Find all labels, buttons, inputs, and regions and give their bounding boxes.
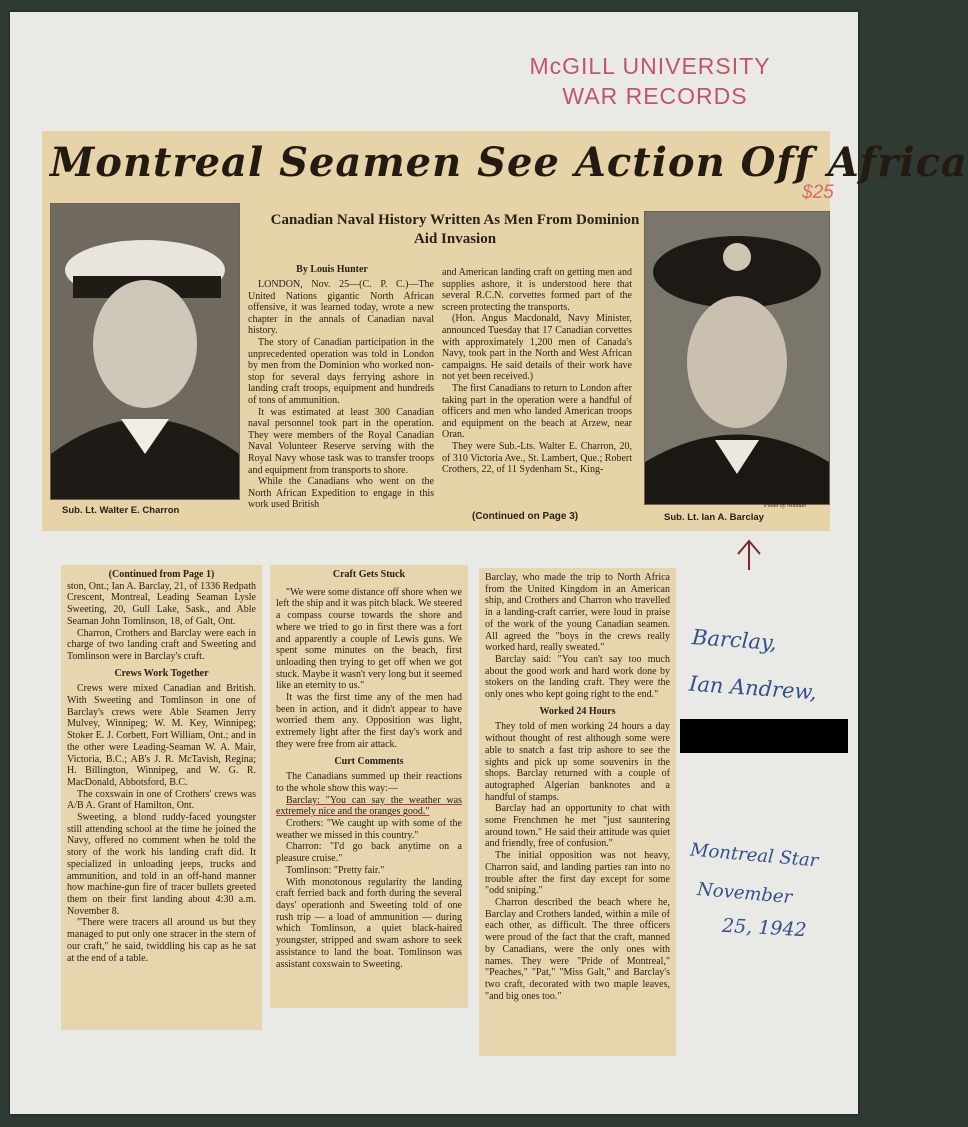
paragraph: LONDON, Nov. 25—(C. P. C.)—The United Nations gigantic North African offensive, it was learned today, wrote a new chapter in the annals of Canadian naval history.	[248, 279, 434, 337]
article-subhead: Canadian Naval History Written As Men From Dominion Aid Invasion	[270, 212, 640, 247]
paragraph: Barclay: "You can say the weather was extremely nice and the oranges good."	[276, 794, 462, 818]
continuation-column-3	[485, 572, 670, 1002]
continuation-column-2	[276, 569, 462, 970]
paragraph: It was the first time any of the men had been in action, and it didn't appear to have worried them any. Opposition was light, extremely light after the first day's work and they were free from air attack.	[276, 692, 462, 750]
handwritten-source: Montreal Star	[689, 839, 820, 872]
redaction-bar	[680, 719, 848, 753]
section-heading: Crews Work Together	[114, 667, 209, 679]
portrait-photo-barclay	[644, 211, 830, 505]
archive-stamp-line2: WAR RECORDS	[562, 83, 748, 109]
archive-stamp-line1: McGILL UNIVERSITY	[529, 53, 771, 79]
handwritten-month: November	[696, 878, 793, 909]
portrait-photo-charron	[50, 203, 240, 500]
paragraph: "There were tracers all around us but they managed to put only one stracer in the stern of our craft," he said, twiddling his cap as he sat at the end of a table.	[67, 917, 256, 964]
paragraph: (Hon. Angus Macdonald, Navy Minister, announced Tuesday that 17 Canadian corvettes with approximately 1,200 men of Canada's Navy, took part in the North and West African campaigns. He said details of their work have not yet been received.)	[442, 313, 632, 383]
section-heading: Worked 24 Hours	[539, 705, 616, 717]
paragraph: Tomlinson: "Pretty fair."	[286, 864, 385, 876]
top-clipping	[42, 131, 968, 531]
arrow-up-icon	[734, 538, 764, 572]
paragraph: The first Canadians to return to London after taking part in the operation were a handful of officers and men who landed American troops and equipment on the beach at Arzew, near Oran.	[442, 382, 632, 441]
paragraph: "We were some distance off shore when we left the ship and it was pitch black. We steered a compass course towards the shore and where we tried to go in first there was a fort and apparently a couple of Lewis guns. We spent some minutes on the beach, first unloading then trying to get off when we got stuck. Maybe it wasn't very long but it seemed like an eternity to us."	[276, 586, 462, 692]
portrait-barclay-image	[645, 212, 829, 504]
paragraph: The initial opposition was not heavy, Charron said, and landing parties ran into no trouble after the first day except for some "odd sniping."	[485, 850, 670, 897]
paragraph: and American landing craft on getting men and supplies ashore, it is understood here that several R.C.N. corvettes formed part of the screen protecting the transports.	[442, 267, 632, 313]
paragraph: Barclay said: "You can't say too much about the good work and hard work done by stokers on the landing craft. They were the only ones who kept going right to the end."	[485, 653, 670, 701]
paragraph: While the Canadians who went on the North African Expedition to engage in this work used British	[248, 476, 434, 511]
byline: By Louis Hunter	[296, 264, 368, 275]
price-mark: $25	[802, 182, 834, 203]
article-column-2	[442, 267, 632, 476]
portrait-charron-image	[51, 204, 239, 499]
paragraph: They were Sub.-Lts. Walter E. Charron, 20, of 310 Victoria Ave., St. Lambert, Que.; Robert Crothers, 22, of 11 Sydenham St., King-	[442, 440, 632, 476]
paragraph: ston, Ont.; Ian A. Barclay, 21, of 1336 Redpath Crescent, Montreal, Leading Seaman Lysle Sweeting, 20, Gull Lake, Sask., and Able Seaman John Tomlinson, 18, of Galt, Ont.	[67, 580, 256, 627]
caption-charron: Sub. Lt. Walter E. Charron	[62, 505, 180, 516]
article-column-1	[248, 279, 434, 511]
headline: Montreal Seamen See Action Off Africa	[50, 139, 968, 186]
paragraph: Barclay had an opportunity to chat with some Frenchmen he met "just sauntering around town." He said their attitude was quiet and friendly, free of confusion."	[485, 803, 670, 850]
section-heading: Craft Gets Stuck	[332, 569, 406, 580]
continued-from-label: (Continued from Page 1)	[108, 569, 215, 580]
section-heading: Curt Comments	[334, 755, 404, 767]
handwritten-given-names: Ian Andrew,	[688, 671, 818, 705]
continuation-clipping-1	[61, 565, 262, 1030]
photo-credit: Photo by Notman	[764, 503, 806, 509]
paragraph: Crews were mixed Canadian and British. With Sweeting and Tomlinson in one of Barclay's crews were Able Seamen Jerry Mulvey, Winnipeg; W. M. Key, Winnipeg; Stoker E. J. Corbett, Fort William, Ont.; and in the other were Leading-Seaman W. A. Mair, Victoria, B.C.; AB's J. R. McTavish, Regina; H. Billington, Winnipeg, and W. G. R. MacDonald, Abbotsford, B.C.	[67, 683, 256, 788]
continuation-column-1	[67, 569, 256, 964]
paragraph: They told of men working 24 hours a day without thought of rest although some were able to snatch a fast trip ashore to see the sights and pick up some souvenirs in the shops. Barclay returned with a couple of autographed Algerian banknotes and a handful of stamps.	[485, 721, 670, 803]
handwritten-date: 25, 1942	[721, 914, 808, 942]
handwritten-surname: Barclay,	[691, 625, 778, 655]
paragraph: Barclay, who made the trip to North Africa from the United Kingdom in an American ship, and Crothers and Charron who travelled in a landing-craft carrier, were loud in praise of the work of the young Canadian seamen. All agreed the "boys in the crews really worked hard, really sweated."	[485, 572, 670, 654]
paragraph: Crothers: "We caught up with some of the weather we missed in this country."	[276, 818, 462, 841]
paragraph: The story of Canadian participation in the unprecedented operation was told in London by men from the Dominion who worked non-stop for several days ferrying ashore in landing craft troops, equipment and hundreds of tons of ammunition.	[248, 336, 434, 406]
paragraph: With monotonous regularity the landing craft ferried back and forth during the several days' operationh and Sweeting told of one rush trip — a load of ammunition — during which Tomlinson, a quiet black-haired youngster, stripped and swam ashore to seek assistance to land the boat. Tomlinson was assistant coxswain to Sweeting.	[276, 876, 462, 970]
paragraph: Sweeting, a blond ruddy-faced youngster still attending school at the time he joined the Navy, offered no comment when he told the story of the work his landing craft did. It specialized in unloading jeeps, trucks and ammunition, and told in an off-hand manner how machine-gun fire of tracer bullets greeted them on their first landing about 4:30 a.m. November 8.	[67, 812, 256, 917]
continuation-clipping-2	[270, 565, 468, 1008]
paragraph: The Canadians summed up their reactions to the whole show this way:—	[276, 771, 462, 794]
continuation-clipping-3	[479, 568, 676, 1056]
paragraph: Charron described the beach where he, Barclay and Crothers landed, within a mile of each other, as difficult. The three officers were proud of the fact that the craft, manned by Canadians, were the only ones with names. They were "Pride of Montreal," "Peaches," "Pat," "Miss Galt," and Barclay's two craft, decorated with two maple leaves, "and big ones too."	[485, 896, 670, 1002]
caption-barclay: Sub. Lt. Ian A. Barclay	[664, 512, 764, 523]
paragraph: Charron: "I'd go back anytime on a pleasure cruise."	[276, 841, 462, 865]
paragraph: It was estimated at least 300 Canadian naval personnel took part in the operation. They were members of the Royal Canadian Naval Volunteer Reserve serving with the Royal Navy whose task was to transfer troops and equipment from transports to shore.	[248, 406, 434, 476]
paragraph: The coxswain in one of Crothers' crews was A/B A. Grant of Hamilton, Ont.	[67, 788, 256, 812]
paragraph: Charron, Crothers and Barclay were each in charge of two landing craft and Sweeting and Tomlinson were in Barclay's craft.	[67, 627, 256, 662]
continued-note: (Continued on Page 3)	[472, 511, 579, 522]
